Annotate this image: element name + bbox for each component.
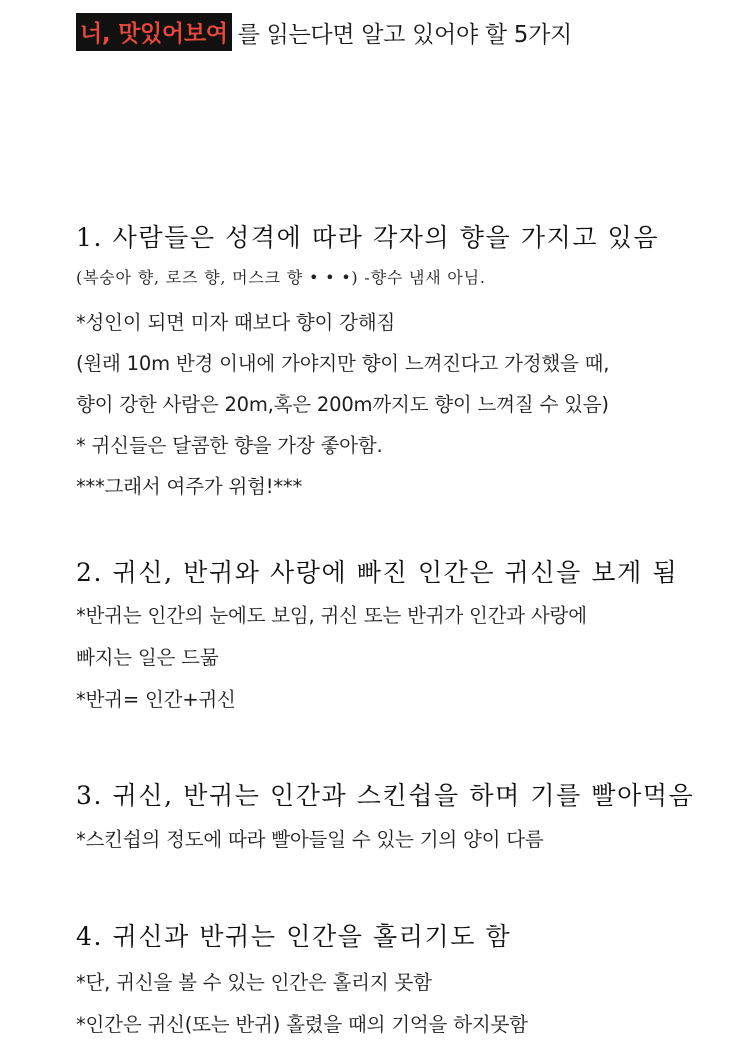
section-1-line-3: (원래 10m 반경 이내에 가야지만 향이 느껴진다고 가정했을 때,: [76, 352, 610, 375]
section-2-line-1: *반귀는 인간의 눈에도 보임, 귀신 또는 반귀가 인간과 사랑에: [76, 604, 587, 627]
section-4-line-1: *단, 귀신을 볼 수 있는 인간은 홀리지 못함: [76, 971, 432, 994]
title-text: 를 읽는다면 알고 있어야 할 5가지: [237, 21, 572, 48]
title-highlight: 너, 맛있어보여: [76, 13, 232, 51]
section-4-heading: 4. 귀신과 반귀는 인간을 홀리기도 함: [76, 922, 512, 951]
section-1-line-4: 향이 강한 사람은 20m,혹은 200m까지도 향이 느껴질 수 있음): [76, 393, 609, 416]
section-1-heading: 1. 사람들은 성격에 따라 각자의 향을 가지고 있음: [76, 223, 660, 252]
section-2-line-2: 빠지는 일은 드묾: [76, 646, 219, 669]
section-1-line-1: (복숭아 향, 로즈 향, 머스크 향 • • •) -향수 냄새 아님.: [76, 268, 486, 287]
page-title: [76, 14, 572, 50]
section-4-line-2: *인간은 귀신(또는 반귀) 홀렸을 때의 기억을 하지못함: [76, 1013, 528, 1036]
section-2-heading: 2. 귀신, 반귀와 사랑에 빠진 인간은 귀신을 보게 됨: [76, 558, 679, 587]
section-3-line-1: *스킨쉽의 정도에 따라 빨아들일 수 있는 기의 양이 다름: [76, 828, 544, 851]
section-1-line-2: *성인이 되면 미자 때보다 향이 강해짐: [76, 311, 396, 334]
section-1-line-5: * 귀신들은 달콤한 향을 가장 좋아함.: [76, 434, 383, 457]
section-3-heading: 3. 귀신, 반귀는 인간과 스킨쉽을 하며 기를 빨아먹음: [76, 781, 695, 810]
section-2-line-3: *반귀= 인간+귀신: [76, 688, 236, 711]
section-1-line-6: ***그래서 여주가 위험!***: [76, 475, 303, 498]
